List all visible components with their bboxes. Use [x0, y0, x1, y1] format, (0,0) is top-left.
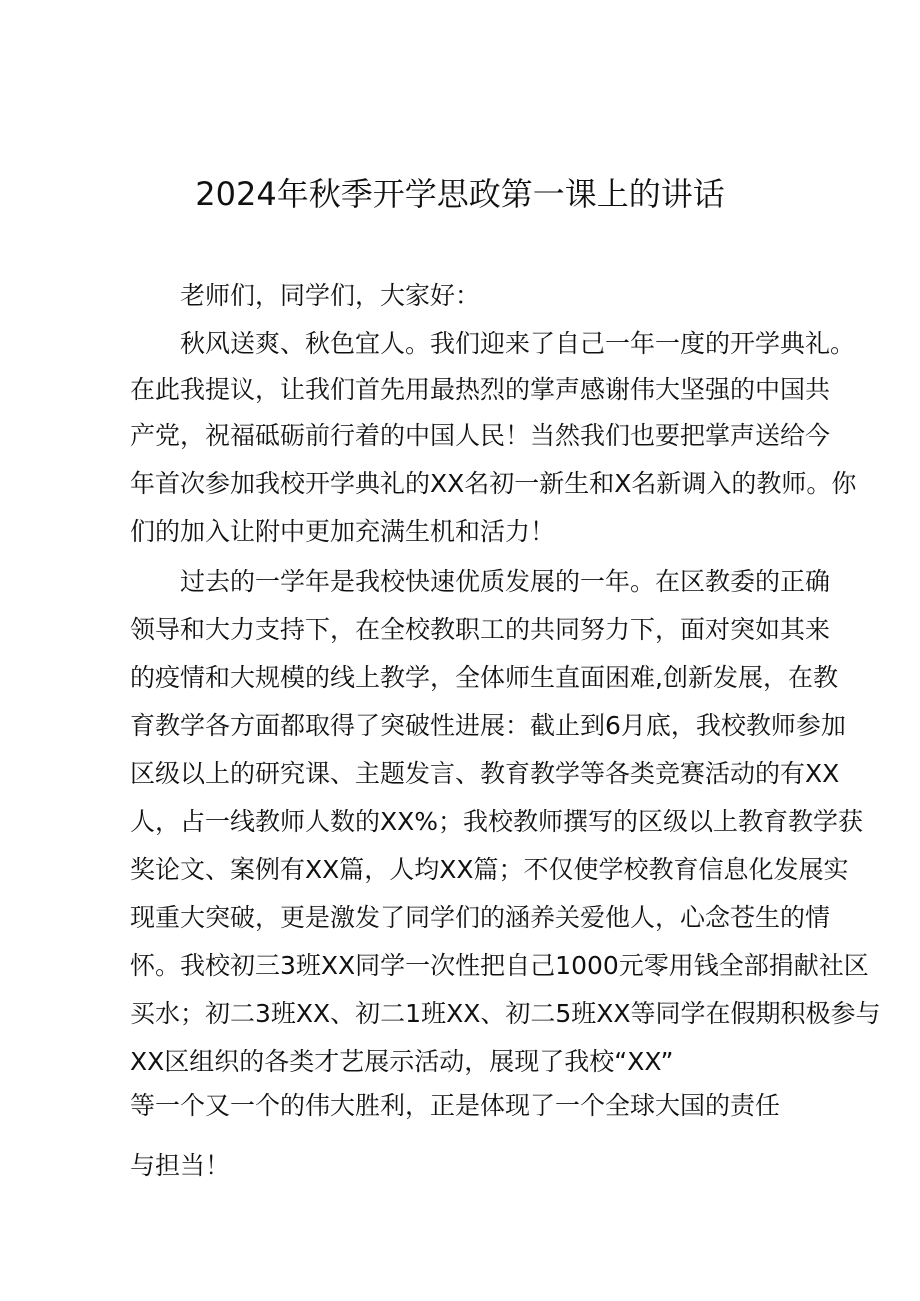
paragraph-line: 区级以上的研究课、主题发言、教育教学等各类竞赛活动的有XX: [130, 759, 840, 788]
paragraph-line: 秋风送爽、秋色宜人。我们迎来了自己一年一度的开学典礼。: [180, 329, 856, 358]
paragraph-line: 的疫情和大规模的线上教学，全体师生直面困难,创新发展，在教: [130, 663, 838, 692]
paragraph-line: 等一个又一个的伟大胜利，正是体现了一个全球大国的责任: [130, 1091, 781, 1120]
paragraph-line: 现重大突破，更是激发了同学们的涵养关爱他人，心念苍生的情: [130, 903, 831, 932]
paragraph-line: 领导和大力支持下，在全校教职工的共同努力下，面对突如其来: [130, 615, 831, 644]
paragraph-line: 过去的一学年是我校快速优质发展的一年。在区教委的正确: [180, 567, 831, 596]
paragraph-line: 与担当！: [130, 1151, 231, 1180]
paragraph-line: 怀。我校初三3班XX同学一次性把自己1000元零用钱全部捐献社区: [130, 951, 869, 980]
paragraph-line: 产党，祝福砥砺前行着的中国人民！当然我们也要把掌声送给今: [130, 421, 831, 450]
paragraph-line: 年首次参加我校开学典礼的XX名初一新生和X名新调入的教师。你: [130, 469, 857, 498]
paragraph-line: 奖论文、案例有XX篇，人均XX篇；不仅使学校教育信息化发展实: [130, 855, 849, 884]
paragraph-line: 人，占一线教师人数的XX%；我校教师撰写的区级以上教育教学获: [130, 807, 864, 836]
paragraph-line: 们的加入让附中更加充满生机和活力！: [130, 517, 556, 546]
document-title: 2024年秋季开学思政第一课上的讲话: [195, 175, 725, 213]
paragraph-line: 在此我提议，让我们首先用最热烈的掌声感谢伟大坚强的中国共: [130, 375, 831, 404]
paragraph-line: XX区组织的各类才艺展示活动，展现了我校“XX”: [130, 1047, 674, 1076]
paragraph-line: 买水；初二3班XX、初二1班XX、初二5班XX等同学在假期积极参与: [130, 999, 881, 1028]
greeting-line: 老师们，同学们，大家好：: [180, 281, 481, 310]
paragraph-line: 育教学各方面都取得了突破性进展：截止到6月底，我校教师参加: [130, 711, 846, 740]
